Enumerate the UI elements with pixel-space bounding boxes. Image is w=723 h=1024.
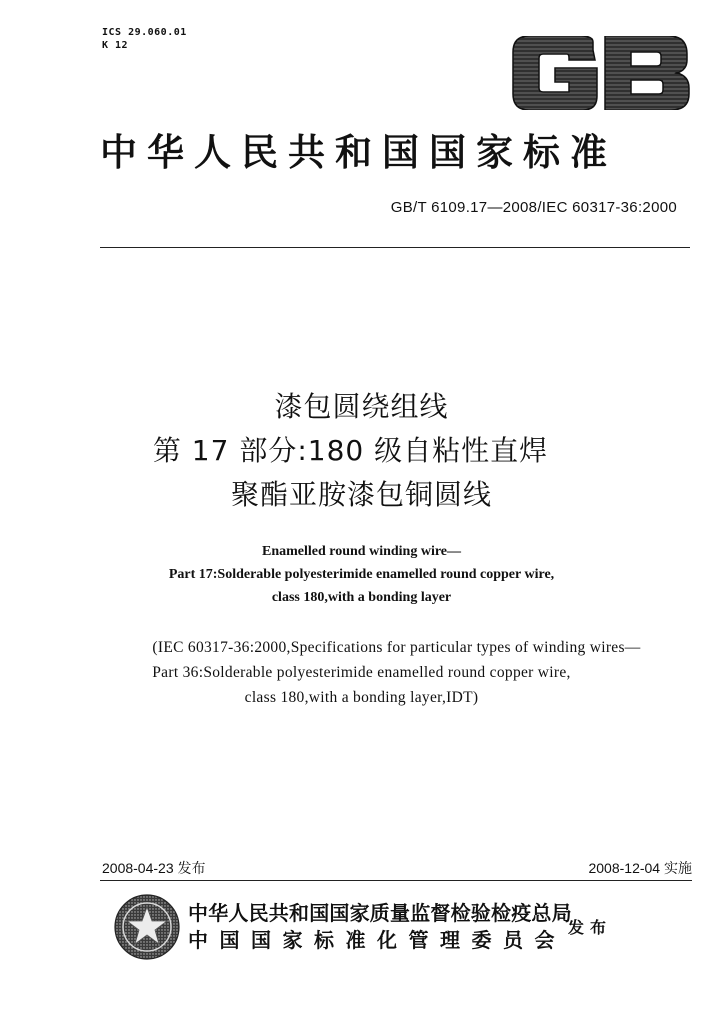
english-title-line-3: class 180,with a bonding layer — [271, 590, 452, 605]
iec-equivalence-line-1: (IEC 60317-36:2000,Specifications for particular types of winding wires— — [152, 639, 641, 656]
issuer-aqsiq: 中华人民共和国国家质量监督检验检疫总局 — [188, 901, 572, 925]
official-seal-icon — [113, 893, 181, 961]
issuing-authorities — [188, 900, 572, 954]
english-title-line-2: Part 17:Solderable polyesterimide enamelled round copper wire, — [168, 567, 555, 582]
chinese-title-line-3: 聚酯亚胺漆包铜圆线 — [230, 478, 492, 511]
classification-code: K 12 — [102, 40, 129, 51]
ics-block — [102, 26, 187, 52]
issue-date: 2008-04-23 发布 — [102, 860, 206, 876]
date-row — [102, 858, 692, 878]
english-title — [0, 540, 723, 609]
header-divider — [100, 247, 690, 248]
issuer-sac: 中国国家标准化管理委员会 — [188, 928, 566, 952]
chinese-title-line-2: 第 17 部分:180 级自粘性直焊 — [152, 434, 549, 467]
iec-equivalence — [0, 635, 723, 710]
publish-label: 发布 — [568, 918, 613, 937]
ics-code: ICS 29.060.01 — [102, 27, 187, 38]
iec-equivalence-line-3: class 180,with a bonding layer,IDT) — [244, 689, 479, 706]
chinese-title — [0, 385, 723, 517]
footer-divider — [100, 880, 692, 881]
iec-equivalence-line-2: Part 36:Solderable polyesterimide enamelled round copper wire, — [152, 664, 571, 681]
chinese-title-line-1: 漆包圆绕组线 — [274, 390, 449, 423]
effective-date: 2008-12-04 实施 — [588, 860, 692, 876]
english-title-line-1: Enamelled round winding wire— — [261, 544, 462, 559]
gb-logo — [511, 36, 691, 110]
standard-number: GB/T 6109.17—2008/IEC 60317-36:2000 — [390, 199, 677, 216]
national-standard-title: 中华人民共和国国家标准 — [100, 130, 617, 174]
